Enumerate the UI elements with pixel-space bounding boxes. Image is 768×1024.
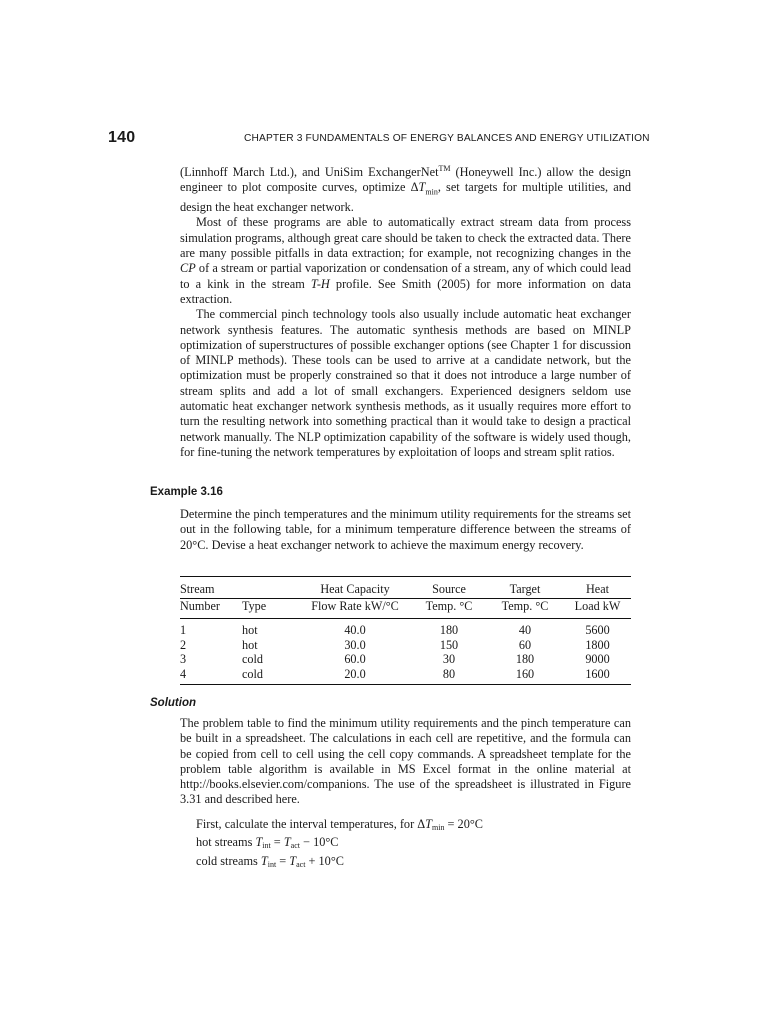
equation-intro: First, calculate the interval temperatures, for $\Delta T_{min} = 20^\circ C$: [196, 817, 483, 832]
table-row: 1 hot 40.0 180 40 5600: [180, 623, 610, 638]
table-header-row-2: Number Type Flow Rate kW/°C Temp. °C Temp. °C Load kW: [180, 598, 631, 619]
running-header: CHAPTER 3 FUNDAMENTALS OF ENERGY BALANCES AND ENERGY UTILIZATION: [244, 133, 650, 144]
table-row: 3 cold 60.0 30 180 9000: [180, 652, 610, 667]
intro-text: [180, 161, 631, 460]
equation-cold-streams: cold streams $T_{int} = T_{act} + 10^\circ C$: [196, 853, 344, 869]
equation-hot-streams: hot streams $T_{int} = T_{act} - 10^\circ C$: [196, 835, 339, 851]
paragraph-1: (Linnhoff March Ltd.), and UniSim ExchangerNet™ (Honeywell Inc.) allow the design engineer to plot composite curves, optimize $\Delta T_{min}$, set targets for multiple utilities, and design the heat exchanger network.: [180, 164, 632, 215]
solution-text: The problem table to find the minimum utility requirements and the pinch temperature can be built in a spreadsheet. The calculations in each cell are repetitive, and the formula can be copied from cell to cell using the cell copy commands. A spreadsheet template for the problem table algorithm is available in MS Excel format in the online material at http://books.elsevier.com/companions. The use of the spreadsheet is illustrated in Figure 3.31 and described here.: [180, 716, 631, 807]
paragraph-2: Most of these programs are able to automatically extract stream data from process simulation programs, although great care should be taken to check the extracted data. There are many possible pitfalls in data extraction; for example, not recognizing changes in the CP of a stream or partial vaporization or condensation of a stream, any of which could lead to a kink in the stream T-H profile. See Smith (2005) for more information on data extraction.: [180, 215, 631, 306]
paragraph-3: The commercial pinch technology tools also usually include automatic heat exchanger network synthesis features. The automatic synthesis methods are based on MINLP optimization of superstructures of possible exchanger options (see Chapter 1 for discussion of MINLP methods). These tools can be used to arrive at a candidate network, but the optimization must be properly constrained so that it does not introduce a large number of stream splits and add a lot of small exchangers. Experienced designers seldom use automatic heat exchanger network synthesis methods, as it usually requires more effort to turn the resulting network into something practical than it would take to design a practical network manually. The NLP optimization capability of the software is widely used though, for fine-tuning the network temperatures by exploitation of loops and stream split ratios.: [180, 307, 631, 459]
solution-heading: Solution: [150, 697, 196, 709]
table-row: 2 hot 30.0 150 60 1800: [180, 637, 610, 652]
example-statement: Determine the pinch temperatures and the minimum utility requirements for the streams set out in the following table, for a minimum temperature difference between the streams of 20°C. Devise a heat exchanger network to achieve the maximum energy recovery.: [180, 507, 631, 552]
interval-temperature-equations: [196, 817, 483, 872]
example-heading: Example 3.16: [150, 486, 223, 498]
stream-data-table: [180, 576, 631, 685]
table-header-row-1: Stream Heat Capacity Source Target Heat: [180, 577, 631, 599]
table-row: 4 cold 20.0 80 160 1600: [180, 667, 631, 684]
page-number: 140: [108, 129, 136, 146]
